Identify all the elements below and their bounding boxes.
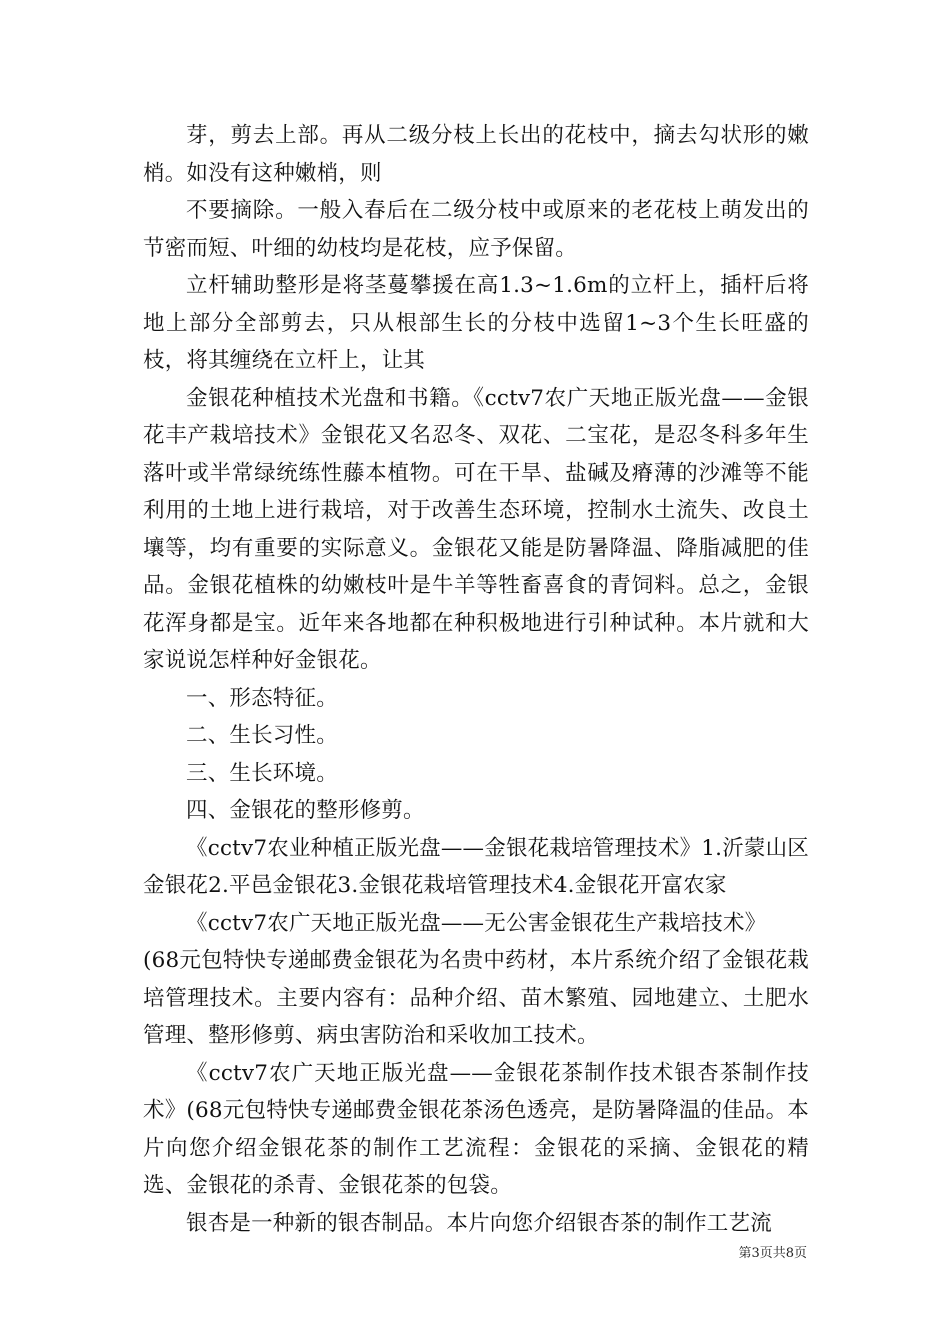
page-footer: 第3页共8页 — [738, 1246, 807, 1261]
paragraph: 《cctv7农广天地正版光盘——无公害金银花生产栽培技术》 — [186, 910, 767, 936]
paragraph: (68元包特快专递邮费金银花为名贵中药材，本片系统介绍了金银花栽培管理技术。主要内容有：品种介绍、苗木繁殖、园地建立、土肥水管理、整形修剪、病虫害防治和采收加工技术。 — [143, 948, 809, 1048]
paragraph: 二、生长习性。 — [186, 723, 338, 748]
document-body — [143, 117, 809, 1242]
paragraph: 不要摘除。一般入春后在二级分枝中或原来的老花枝上萌发出的节密而短、叶细的幼枝均是花枝，应予保留。 — [143, 198, 809, 261]
paragraph: 《cctv7农业种植正版光盘——金银花栽培管理技术》1.沂蒙山区金银花2.平邑金银花3.金银花栽培管理技术4.金银花开富农家 — [143, 835, 809, 898]
paragraph: 《cctv7农广天地正版光盘——金银花茶制作技术银杏茶制作技术》(68元包特快专递邮费金银花茶汤色透亮，是防暑降温的佳品。本片向您介绍金银花茶的制作工艺流程：金银花的采摘、金银花的精选、金银花的杀青、金银花茶的包袋。 — [143, 1060, 809, 1198]
paragraph: 四、金银花的整形修剪。 — [186, 798, 425, 823]
paragraph: 三、生长环境。 — [186, 760, 338, 786]
paragraph: 银杏是一种新的银杏制品。本片向您介绍银杏茶的制作工艺流 — [186, 1210, 772, 1236]
paragraph: 芽，剪去上部。再从二级分枝上长出的花枝中，摘去勾状形的嫩梢。如没有这种嫩梢，则 — [143, 123, 809, 186]
paragraph: 一、形态特征。 — [186, 685, 338, 711]
paragraph: 金银花种植技术光盘和书籍。《cctv7农广天地正版光盘——金银花丰产栽培技术》金银花又名忍冬、双花、二宝花，是忍冬科多年生落叶或半常绿统练性藤本植物。可在干旱、盐碱及瘠薄的沙滩等不能利用的土地上进行栽培，对于改善生态环境，控制水土流失、改良土壤等，均有重要的实际意义。金银花又能是防暑降温、降脂减肥的佳品。金银花植株的幼嫩枝叶是牛羊等牲畜喜食的青饲料。总之，金银花浑身都是宝。近年来各地都在种积极地进行引种试种。本片就和大家说说怎样种好金银花。 — [143, 385, 809, 673]
paragraph: 立杆辅助整形是将茎蔓攀援在高1.3~1.6m的立杆上，插杆后将地上部分全部剪去，只从根部生长的分枝中选留1~3个生长旺盛的枝，将其缠绕在立杆上，让其 — [143, 273, 809, 373]
